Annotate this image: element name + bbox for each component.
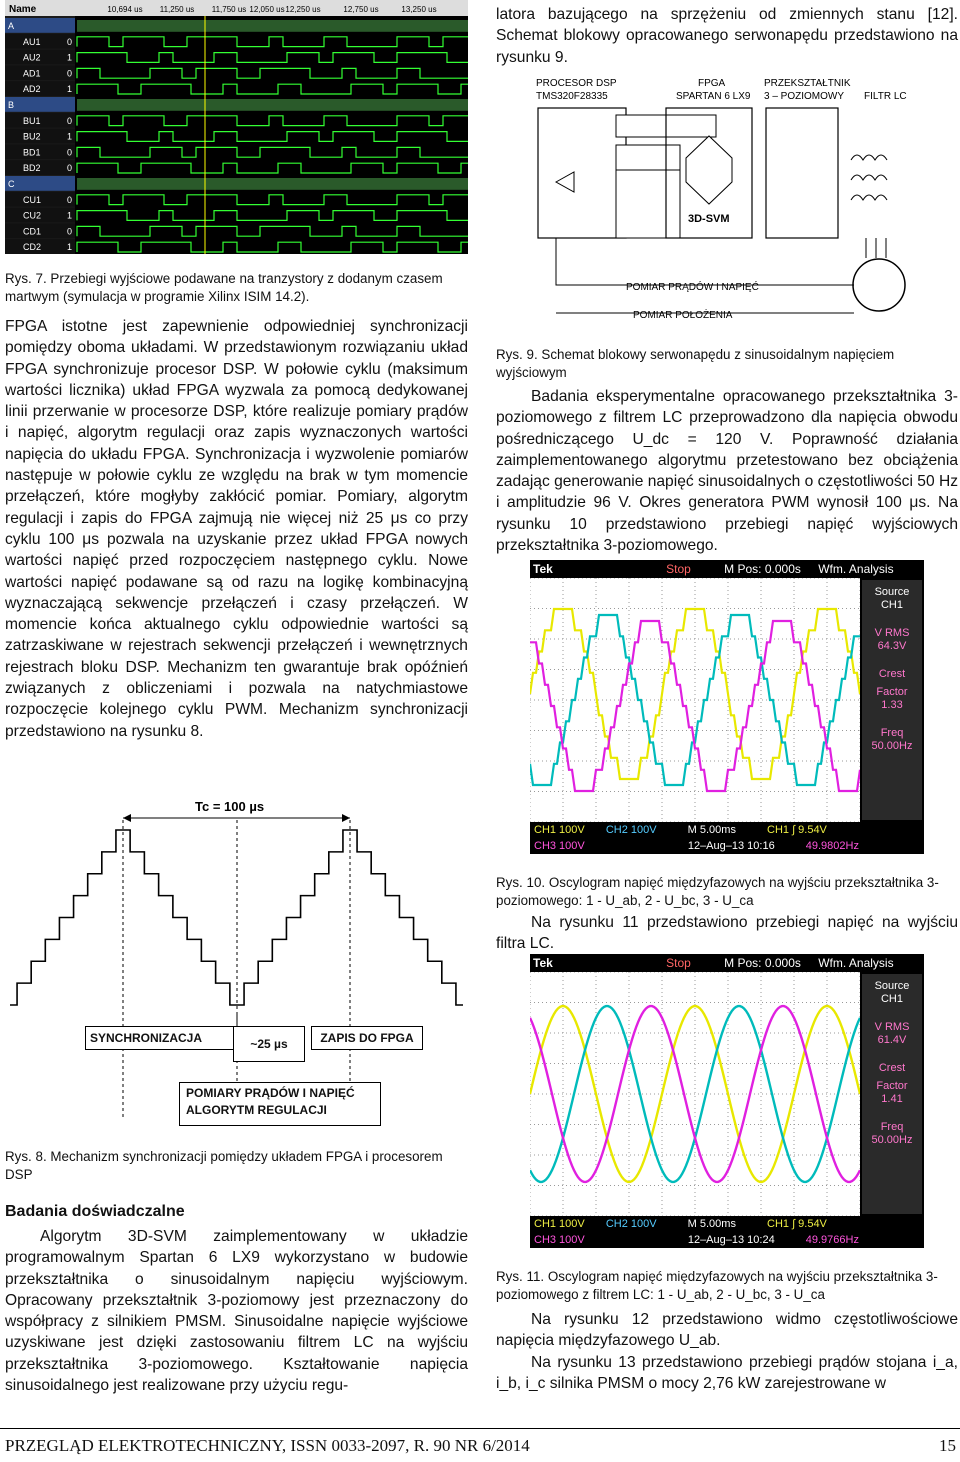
fig10-wfm: Wfm. Analysis	[818, 562, 894, 576]
fig9-caption-text: Schemat blokowy serwonapędu z sinusoidalnym napięciem wyjściowym	[496, 347, 895, 380]
fig11-header	[530, 954, 924, 972]
fig9-caption-label: Rys. 9.	[496, 347, 538, 362]
fig10-foot-m: M 5.00ms	[687, 824, 736, 836]
left-p1-text: FPGA istotne jest zapewnienie odpowiedniej synchronizacji pomiędzy oboma układami. W przedstawionym rozwiązaniu układ FPGA synchronizuje procesor DSP. W połowie cyklu (maksimum wartości licznika) układ FPGA wyzwala za pomocą dedykowanej linii przerwanie w procesorze DSP, które realizuje pomiary prądów i napięć, algorytm regulacji oraz zapis wyznaczonych wartości napięcia do układu FPGA. Synchronizacja i wyzwolenie pomiarów następuje w połowie cyklu ze względu na brak w tym momencie przełączeń, które mogłyby zakłócić pomiar. Pomiary, algorytm regulacji i zapis do FPGA zajmują nie więcej niż 25 μs co przy cyklu 100 μs pozwala na uzyskanie przez układ FPGA nowych wartości napięć przed rozpoczęciem następnego cyklu. Nowe wartości napięć podawane są od razu na logikę kombinacyjną wyznaczającą sekwencje przełączeń i czasy przełączeń. W momencie końca aktualnego cyklu odpowiednie wartości są zatrzaskiwane w rejestrach sekwencji przełączeń i wewnętrznych rejestrach bloku DSP. Mechanizm ten gwarantuje brak opóźnień związanych z obliczeniami i pozwala na natychmiastowe rozpoczęcie kolejnego cyklu PWM. Mechanizm synchronizacji przedstawiono na rysunku 8.	[5, 318, 468, 740]
fig7-signal-name: BD1	[23, 147, 41, 158]
fig8-meas-box	[179, 1082, 381, 1126]
fig10-foot-ch2: CH2 100V	[605, 824, 657, 836]
fig7-signal-value: 0	[67, 226, 73, 237]
left-p2-text: Algorytm 3D-SVM zaimplementowany w układzie programowalnym Spartan 6 LX9 wykorzystano w budowie przekształtnika o sinusoidalnym napięciu wyjściowym. Opracowany przekształtnik 3-poziomowy jest przeznaczony do współpracy z silnikiem PMSM. Sinusoidalne napięcie wyjściowe uzyskiwane jest dzięki zastosowaniu filtrem LC na wyjściu przekształtnika 3-poziomowego. Kształtowanie napięcia sinusoidalnego jest realizowane przy użyciu regu-	[5, 1228, 468, 1395]
fig7-signal-trace	[77, 163, 468, 173]
fig7-signal-value: 0	[67, 147, 73, 158]
right-paragraph-end	[496, 1309, 958, 1394]
fig11-side-item: Freq	[880, 1121, 904, 1133]
fig11-foot-ch3: CH3 100V	[534, 1234, 585, 1246]
fig9-filter: FILTR LC	[864, 91, 907, 102]
fig7-signal-name: BU2	[23, 131, 41, 142]
fig7-row-bg	[5, 18, 75, 33]
fig8-tc-label: Tc = 100 µs	[195, 799, 265, 814]
fig7-signal-trace	[77, 84, 468, 94]
fig11-side-panel	[862, 974, 922, 1214]
fig7-time-label: 13,250 us	[401, 5, 437, 14]
fig9-dsp-line2: TMS320F28335	[536, 91, 608, 102]
fig11-oscilloscope	[530, 954, 924, 1248]
fig8-write-box	[311, 1026, 423, 1050]
fig11-foot-ch2: CH2 100V	[605, 1218, 657, 1230]
fig11-foot-m: M 5.00ms	[687, 1218, 736, 1230]
fig7-time-label: 11,250 us	[159, 5, 195, 14]
fig7-caption-label: Rys. 7.	[5, 271, 47, 286]
fig8-stair-rise-1	[10, 830, 123, 1005]
fig7-signal-value: 1	[67, 131, 73, 142]
fig9-svg	[496, 70, 958, 328]
fig7-signal-value: 0	[67, 36, 73, 47]
fig10-run-state: Stop	[666, 562, 691, 576]
fig8-delay-box	[233, 1026, 305, 1062]
fig9-dsp-line1: PROCESOR DSP	[536, 78, 617, 89]
fig7-waveforms	[5, 0, 468, 254]
fig10-foot-ch1: CH1 100V	[534, 824, 585, 836]
fig9-diagram	[496, 70, 958, 328]
fig10-mpos: M Pos: 0.000s	[724, 562, 801, 576]
fig11-side-item: Factor	[876, 1080, 908, 1092]
right-paragraph-fig11	[496, 912, 958, 955]
right-intro	[496, 4, 958, 68]
fig11-foot-freq: 49.9766Hz	[805, 1234, 859, 1246]
fig7-signal-name: AD2	[23, 84, 41, 95]
fig8-sync-label: SYNCHRONIZACJA	[90, 1031, 203, 1045]
fig8-stair-fall-2	[350, 830, 463, 1005]
fig7-signal-name: AU1	[23, 36, 41, 47]
fig8-write-label: ZAPIS DO FPGA	[320, 1031, 414, 1045]
fig7-signal-name: AU2	[23, 52, 41, 63]
fig7-signal-value: 0	[67, 194, 73, 205]
fig7-signal-value: 1	[67, 210, 73, 221]
fig7-bus-band	[77, 20, 468, 32]
fig10-footer	[530, 822, 924, 854]
fig7-time-label: 11,750 us	[211, 5, 247, 14]
fig9-dane-box	[616, 145, 680, 170]
fig11-side-item: 61.4V	[877, 1034, 907, 1046]
fig10-side-item: Factor	[876, 686, 908, 698]
fig10-caption-text: Oscylogram napięć międzyfazowych na wyjściu przekształtnika 3-poziomowego: 1 - U_ab, 2 - U_bc, 3 - U_ca	[496, 875, 939, 908]
fig7-caption	[5, 270, 468, 305]
fig9-pomiar-prad: POMIAR PRĄDÓW I NAPIĘĆ	[626, 282, 759, 293]
fig7-signal-trace	[77, 211, 468, 221]
left-paragraph-1	[5, 316, 468, 742]
right-paragraph-fig10	[496, 386, 958, 556]
fig11-mpos: M Pos: 0.000s	[724, 956, 801, 970]
fig7-signal-trace	[77, 37, 468, 47]
right-p-end1-text: Na rysunku 12 przedstawiono widmo częstotliwościowe napięcia międzyfazowego U_ab.	[496, 1311, 958, 1350]
fig8-meas-line1: POMIARY PRĄDÓW I NAPIĘĆ	[186, 1086, 355, 1100]
fig7-signal-value: 1	[67, 52, 73, 63]
fig7-signal-value: 1	[67, 242, 73, 253]
right-p-fig11-text: Na rysunku 11 przedstawiono przebiegi napięć na wyjściu filtra LC.	[496, 914, 958, 953]
fig7-time-label: 12,250 us	[285, 5, 321, 14]
right-p-end2-text: Na rysunku 13 przedstawiono przebiegi prądów stojana i_a, i_b, i_c silnika PMSM o mocy 2,76 kW zarejestrowane w	[496, 1353, 958, 1392]
fig8-delay-label: ~25 µs	[250, 1037, 288, 1051]
fig8-caption-text: Mechanizm synchronizacji pomiędzy układem FPGA i procesorem DSP	[5, 1149, 443, 1182]
fig7-signal-name: C	[8, 179, 15, 189]
fig10-header	[530, 560, 924, 578]
fig7-row-bg	[5, 97, 75, 112]
fig9-ctrl-box	[616, 170, 680, 238]
fig11-side-item: V RMS	[874, 1021, 910, 1033]
fig10-side-item: Freq	[880, 727, 904, 739]
fig10-oscilloscope	[530, 560, 924, 854]
fig10-foot-date: 12–Aug–13 10:16	[687, 840, 775, 852]
fig7-signal-name: BU1	[23, 115, 41, 126]
fig7-signal-value: 0	[67, 115, 73, 126]
fig8-sync-box	[85, 1026, 235, 1050]
section-title: Badania doświadczalne	[5, 1203, 185, 1220]
fig10-brand: Tek	[533, 562, 553, 576]
fig7-bus-band	[77, 99, 468, 111]
fig10-foot-freq: 49.9802Hz	[805, 840, 859, 852]
fig7-caption-text: Przebiegi wyjściowe podawane na tranzystory z dodanym czasem martwym (symulacja w programie Xilinx ISIM 14.2).	[5, 271, 443, 304]
fig11-side-item: 1.41	[881, 1093, 903, 1105]
fig7-time-label: 10,694 us	[107, 5, 143, 14]
fig10-side-item: CH1	[880, 599, 903, 611]
fig7-signal-name: BD2	[23, 163, 41, 174]
fig8-diagram	[5, 790, 468, 1130]
right-p-fig10-text: Badania eksperymentalne opracowanego przekształtnika 3-poziomowego z filtrem LC przeprowadzono dla napięcia obwodu pośredniczącego U_dc = 120 V. Poprawność działania zaimplementowanego algorytmu przetestowano bez obciążenia zadając generowanie napięć sinusoidalnych o częstotliwości 50 Hz i amplitudzie 96 V. Okres generatora PWM wynosił 100 μs. Na rysunku 10 przedstawiono przebiegi napięć wyjściowych przekształtnika 3-poziomowego.	[496, 388, 959, 555]
fig9-conv-line1: PRZEKSZTAŁTNIK	[764, 78, 851, 89]
fig7-signal-name: CU1	[23, 194, 42, 205]
fig11-brand: Tek	[533, 956, 553, 970]
fig8-svg	[5, 790, 468, 1130]
fig10-caption-label: Rys. 10.	[496, 875, 546, 890]
fig7-signal-trace	[77, 53, 468, 63]
fig10-side-item: Source	[874, 586, 910, 598]
fig11-foot-date: 12–Aug–13 10:24	[687, 1234, 775, 1246]
fig9-caption	[496, 346, 958, 381]
footer-journal: PRZEGLĄD ELEKTROTECHNICZNY, ISSN 0033-2097, R. 90 NR 6/2014	[5, 1436, 530, 1455]
fig10-side-item: Crest	[878, 668, 906, 680]
fig10-foot-ch3: CH3 100V	[534, 840, 585, 852]
fig7-bus-band	[77, 178, 468, 190]
fig11-side-item: 50.00Hz	[871, 1134, 913, 1146]
fig7-signal-trace	[77, 226, 468, 236]
fig9-conv-line2: 3 – POZIOMOWY	[764, 91, 845, 102]
fig7-time-label: 12,050 us	[249, 5, 285, 14]
fig11-side-item: Crest	[878, 1062, 906, 1074]
fig7-time-label: 12,750 us	[343, 5, 379, 14]
fig9-dsp-box	[538, 108, 626, 238]
fig10-foot-trig: CH1 ∫ 9.54V	[767, 824, 827, 836]
fig9-fpga-line2: SPARTAN 6 LX9	[676, 91, 751, 102]
left-paragraph-2	[5, 1226, 468, 1396]
fig10-side-item: 50.00Hz	[871, 740, 913, 752]
fig10-screen	[530, 578, 860, 822]
fig7-header-name: Name	[9, 4, 37, 15]
fig7-simulation	[5, 0, 468, 254]
fig7-signal-name: CD1	[23, 226, 42, 237]
fig11-foot-trig: CH1 ∫ 9.54V	[767, 1218, 827, 1230]
fig8-stair-fall-1	[123, 830, 237, 1005]
fig7-signal-name: CD2	[23, 242, 42, 253]
footer-page: 15	[939, 1436, 956, 1455]
fig7-signal-trace	[77, 132, 468, 142]
fig8-stair-rise-2	[237, 830, 350, 1005]
fig9-pmsm-circle	[853, 259, 905, 311]
fig9-filter-coils	[851, 155, 887, 200]
fig9-measure-lines	[556, 238, 854, 313]
fig11-side-item: CH1	[880, 993, 903, 1005]
fig7-signal-name: CU2	[23, 210, 42, 221]
fig11-caption-label: Rys. 11.	[496, 1269, 545, 1284]
fig7-signal-trace	[77, 242, 468, 252]
fig11-side-item: Source	[874, 980, 910, 992]
fig11-wfm: Wfm. Analysis	[818, 956, 894, 970]
fig7-signal-name: A	[8, 21, 15, 31]
fig8-caption-label: Rys. 8.	[5, 1149, 47, 1164]
fig11-footer	[530, 1216, 924, 1248]
fig7-signal-trace	[77, 68, 468, 78]
fig9-pmsm-links	[866, 238, 886, 258]
fig10-side-panel	[862, 580, 922, 820]
fig11-run-state: Stop	[666, 956, 691, 970]
fig11-foot-ch1: CH1 100V	[534, 1218, 585, 1230]
fig11-caption-text: Oscylogram napięć międzyfazowych na wyjściu przekształtnika 3-poziomowego z filtrem LC: 1 - U_ab, 2 - U_bc, 3 - U_ca	[496, 1269, 938, 1302]
fig7-row-bg	[5, 176, 75, 191]
fig7-signal-trace	[77, 116, 468, 126]
fig7-signal-value: 1	[67, 84, 73, 95]
fig8-caption	[5, 1148, 468, 1183]
fig9-pomiar-poz: POMIAR POŁOŻENIA	[633, 310, 733, 321]
fig10-side-item: V RMS	[874, 627, 910, 639]
fig9-fpga-line1: FPGA	[698, 78, 726, 89]
fig7-signal-value: 0	[67, 163, 73, 174]
right-intro-text: latora bazującego na sprzężeniu od zmiennych stanu [12]. Schemat blokowy opracowanego serwonapędu przedstawiono na rysunku 9.	[496, 6, 958, 66]
fig11-caption	[496, 1268, 958, 1303]
fig7-signal-value: 0	[67, 68, 73, 79]
fig7-signal-name: AD1	[23, 68, 41, 79]
fig7-signal-trace	[77, 147, 468, 157]
fig10-side-item: 64.3V	[877, 640, 907, 652]
fig7-signal-name: B	[8, 100, 15, 110]
fig9-svm-hex	[686, 136, 732, 204]
fig8-meas-line2: ALGORYTM REGULACJI	[186, 1103, 327, 1117]
fig9-svm: 3D-SVM	[688, 213, 730, 225]
fig7-signal-trace	[77, 195, 468, 205]
footer-rule	[0, 1428, 960, 1429]
fig11-screen	[530, 972, 860, 1216]
fig10-caption	[496, 874, 958, 909]
fig10-side-item: 1.33	[881, 699, 903, 711]
fig9-conv-box	[766, 108, 838, 238]
